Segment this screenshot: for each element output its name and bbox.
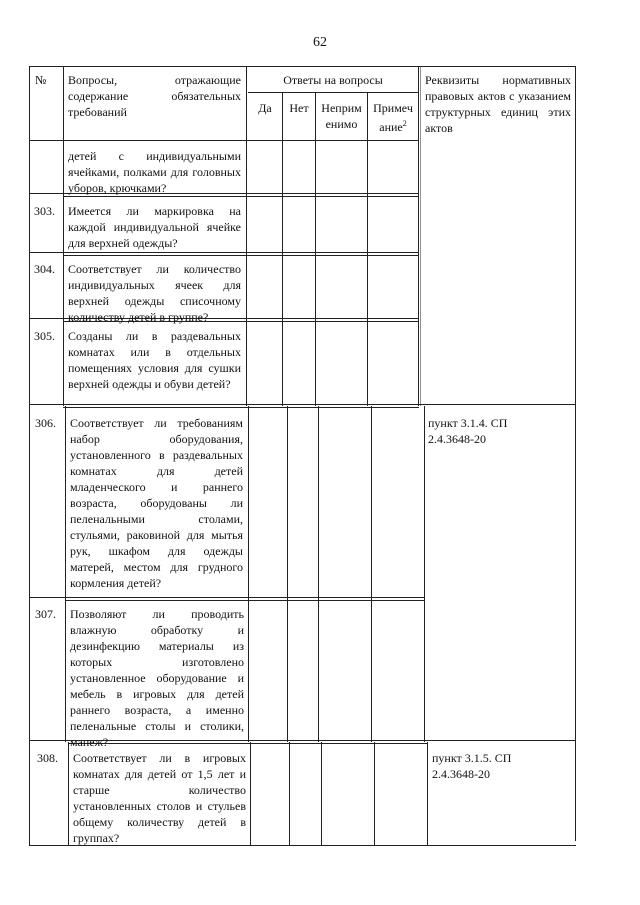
header-questions: Вопросы, отражающие содержание обязательных требований	[68, 73, 241, 119]
header-number: №	[35, 73, 47, 87]
header-answer-no: Нет	[289, 101, 309, 115]
row-number: 307.	[35, 607, 56, 621]
row-question: Созданы ли в раздевальных комнатах или в отдельных помещениях условия для сушки верхней одежды и обуви детей?	[68, 329, 241, 391]
row-question: Имеется ли маркировка на каждой индивидуальной ячейке для верхней одежды?	[68, 204, 241, 250]
row-reference: пункт 3.1.5. СП 2.4.3648-20	[432, 751, 512, 781]
row-question: Позволяют ли проводить влажную обработку и дезинфекцию материалы из которых изготовлено установленное оборудование и мебель в игровых для детей раннего возраста, а именно пеленальные столы и столики, манеж?	[70, 607, 244, 749]
row-number: 308.	[37, 751, 58, 765]
header-answer-not-applicable: Неприм енимо	[321, 101, 362, 131]
row-question: Соответствует ли в игровых комнатах для детей от 1,5 лет и старше количество установленных столов и стульев общему количеству детей в группах?	[73, 751, 246, 845]
row-question: Соответствует ли требованиям набор оборудования, установленного в раздевальных комнатах для детей младенческого и раннего возраста, оборудованы ли пеленальными столами, стульями, раковиной для мытья рук, шкафом для одежды матерей, местом для грудного кормления детей?	[70, 416, 243, 590]
row-number: 306.	[35, 416, 56, 430]
row-number: 304.	[34, 262, 55, 276]
page-number: 62	[313, 35, 327, 50]
row-number: 303.	[34, 204, 55, 218]
header-answer-yes: Да	[258, 101, 272, 115]
header-references: Реквизиты нормативных правовых актов с указанием структурных единиц этих актов	[425, 73, 571, 135]
header-answer-note-footnote: 2	[402, 119, 407, 128]
header-answer-note-text: Примеч ание	[373, 101, 413, 134]
header-answer-note	[368, 100, 418, 135]
header-answers: Ответы на вопросы	[283, 73, 383, 87]
row-question: Соответствует ли количество индивидуальных ячеек для верхней одежды списочному количеству детей в группе?	[68, 262, 241, 324]
row-number: 305.	[34, 329, 55, 343]
row-question: детей с индивидуальными ячейками, полками для головных уборов, крючками?	[68, 149, 241, 195]
row-reference: пункт 3.1.4. СП 2.4.3648-20	[428, 416, 508, 446]
